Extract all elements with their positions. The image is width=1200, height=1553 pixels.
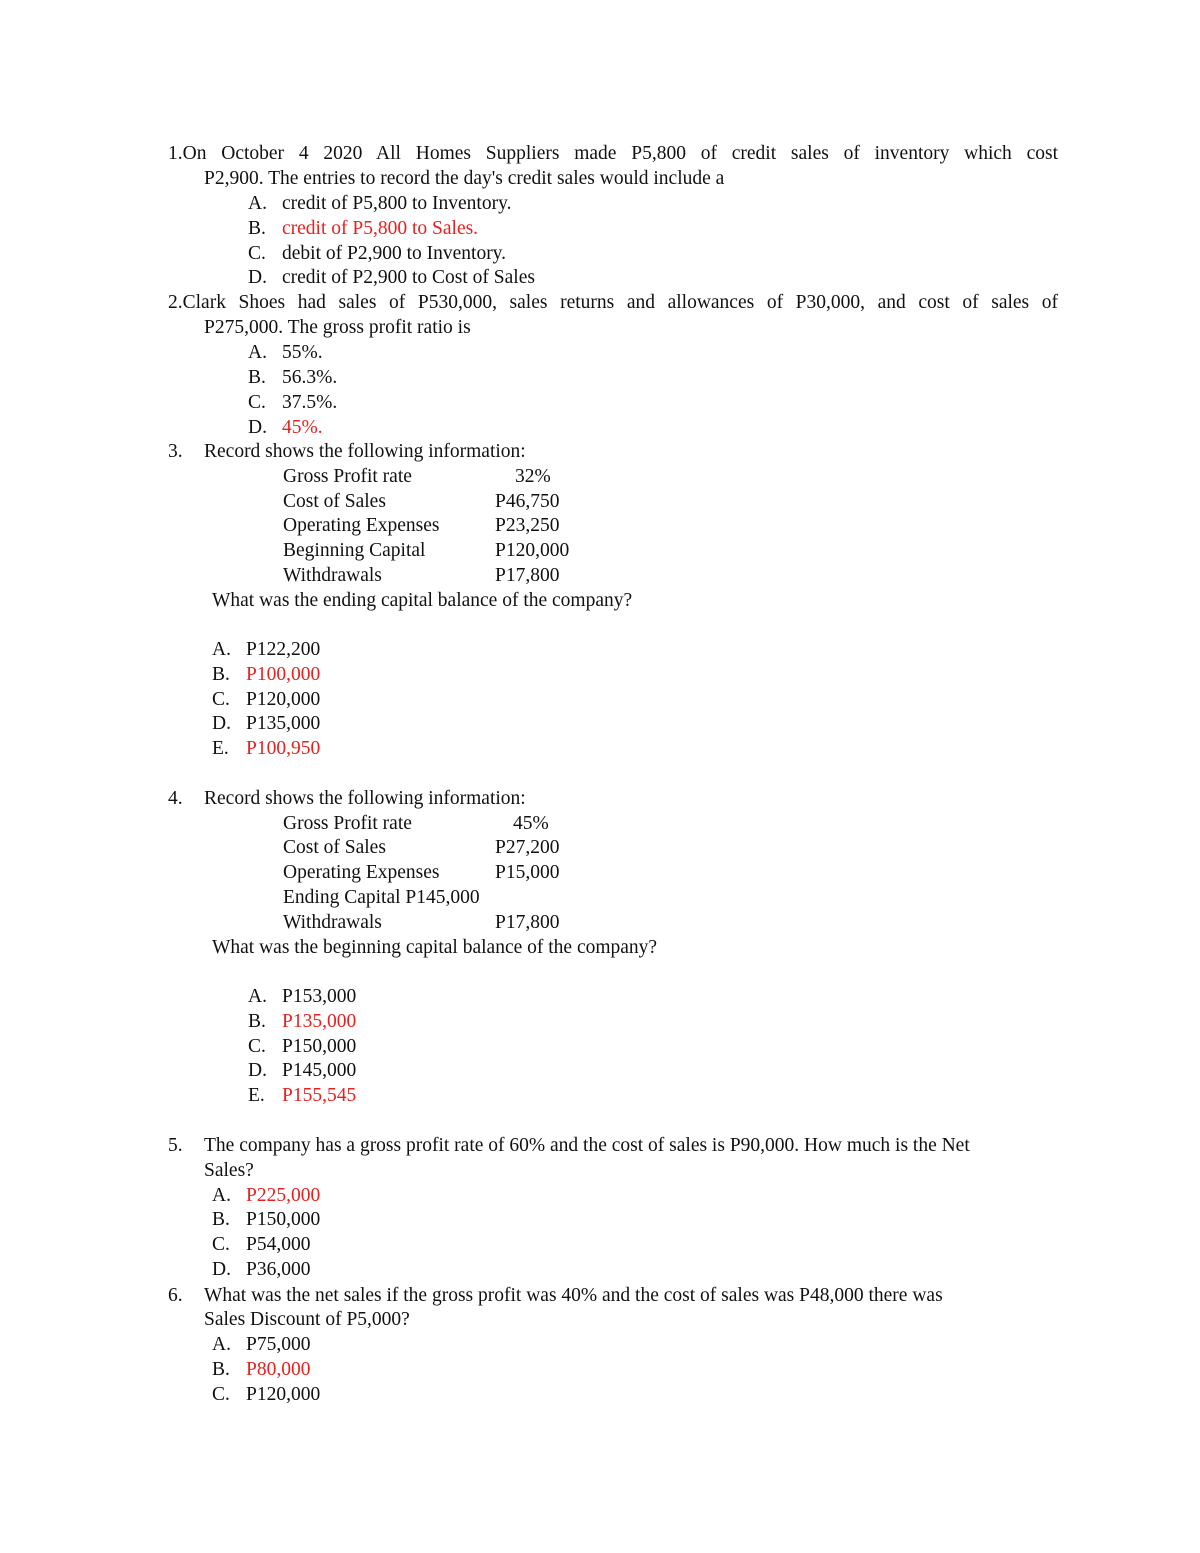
q3-info-row xyxy=(283,514,559,538)
option-letter: D. xyxy=(212,713,231,734)
option-letter: B. xyxy=(248,367,266,388)
option-text: P54,000 xyxy=(246,1234,311,1255)
q1-option-b-answer xyxy=(248,217,478,241)
option-text: P100,000 xyxy=(246,664,321,685)
option-text: P100,950 xyxy=(246,738,321,759)
q5-stem-line1: The company has a gross profit rate of 60% and the cost of sales is P90,000. How much is the Net xyxy=(204,1135,970,1156)
q3-info-row xyxy=(283,490,559,514)
option-text: 45%. xyxy=(282,417,323,438)
q4-option-d xyxy=(248,1059,356,1083)
info-label: Operating Expenses xyxy=(283,515,440,536)
q4-option-c xyxy=(248,1035,356,1059)
q1-option-a xyxy=(248,192,511,216)
q3-info-row xyxy=(283,564,559,588)
q4-ending-capital: Ending Capital P145,000 xyxy=(283,887,480,908)
info-value: P17,800 xyxy=(495,565,560,586)
q4-question: What was the beginning capital balance of the company? xyxy=(212,937,658,958)
q6-stem-line1: What was the net sales if the gross profit was 40% and the cost of sales was P48,000 there was xyxy=(204,1285,943,1306)
option-letter: A. xyxy=(212,639,231,660)
q6-number: 6. xyxy=(168,1285,183,1306)
q4-option-a xyxy=(248,985,356,1009)
q4-intro: Record shows the following information: xyxy=(204,788,526,809)
option-text: P135,000 xyxy=(246,713,321,734)
info-label: Withdrawals xyxy=(283,565,382,586)
option-letter: D. xyxy=(212,1259,231,1280)
option-text: P120,000 xyxy=(246,689,321,710)
q3-option-d xyxy=(212,712,320,736)
q6-option-a xyxy=(212,1333,310,1357)
option-text: P75,000 xyxy=(246,1334,311,1355)
info-value: P46,750 xyxy=(495,491,560,512)
q4-info-row xyxy=(283,812,549,836)
info-label: Gross Profit rate xyxy=(283,466,412,487)
info-label: Cost of Sales xyxy=(283,491,386,512)
option-letter: A. xyxy=(212,1185,231,1206)
q6-option-b-answer xyxy=(212,1358,310,1382)
option-letter: A. xyxy=(248,342,267,363)
info-label: Beginning Capital xyxy=(283,540,426,561)
option-text: P36,000 xyxy=(246,1259,311,1280)
option-text: credit of P5,800 to Inventory. xyxy=(282,193,512,214)
q3-option-e-answer xyxy=(212,737,320,761)
option-letter: B. xyxy=(248,218,266,239)
q5-option-d xyxy=(212,1258,310,1282)
q3-info-row xyxy=(283,465,551,489)
q6-stem-line2: Sales Discount of P5,000? xyxy=(204,1309,410,1330)
q3-question: What was the ending capital balance of the company? xyxy=(212,590,633,611)
info-label: Withdrawals xyxy=(283,912,382,933)
option-text: debit of P2,900 to Inventory. xyxy=(282,243,507,264)
q5-number: 5. xyxy=(168,1135,183,1156)
q1-stem-line1: 1.On October 4 2020 All Homes Suppliers made P5,800 of credit sales of inventory which cost xyxy=(168,143,1058,164)
option-text: P150,000 xyxy=(246,1209,321,1230)
info-value: P120,000 xyxy=(495,540,570,561)
option-letter: C. xyxy=(248,392,266,413)
info-value: P17,800 xyxy=(495,912,560,933)
option-text: P150,000 xyxy=(282,1036,357,1057)
q1-option-c xyxy=(248,242,506,266)
q3-option-c xyxy=(212,688,320,712)
option-letter: C. xyxy=(212,1234,230,1255)
q5-option-a-answer xyxy=(212,1184,320,1208)
option-letter: C. xyxy=(212,1384,230,1405)
option-text: P145,000 xyxy=(282,1060,357,1081)
info-value: P15,000 xyxy=(495,862,560,883)
option-text: P155,545 xyxy=(282,1085,357,1106)
info-value: P27,200 xyxy=(495,837,560,858)
option-letter: E. xyxy=(248,1085,265,1106)
option-letter: B. xyxy=(212,664,230,685)
info-value: 45% xyxy=(513,813,549,834)
option-letter: C. xyxy=(248,243,266,264)
option-letter: D. xyxy=(248,267,267,288)
info-label: Gross Profit rate xyxy=(283,813,412,834)
q1-stem-line2: P2,900. The entries to record the day's credit sales would include a xyxy=(204,168,725,189)
q2-option-c xyxy=(248,391,337,415)
q1-option-d xyxy=(248,266,535,290)
info-value: P23,250 xyxy=(495,515,560,536)
option-letter: E. xyxy=(212,738,229,759)
option-letter: D. xyxy=(248,417,267,438)
q3-info-row xyxy=(283,539,569,563)
option-text: credit of P5,800 to Sales. xyxy=(282,218,479,239)
option-text: 56.3%. xyxy=(282,367,338,388)
info-value: 32% xyxy=(515,466,551,487)
q3-intro: Record shows the following information: xyxy=(204,441,526,462)
q2-stem-line2: P275,000. The gross profit ratio is xyxy=(204,317,471,338)
option-letter: B. xyxy=(212,1359,230,1380)
q4-option-e-answer xyxy=(248,1084,356,1108)
q6-option-c xyxy=(212,1383,320,1407)
option-text: 37.5%. xyxy=(282,392,338,413)
q2-option-b xyxy=(248,366,337,390)
q4-info-row xyxy=(283,836,559,860)
q5-option-c xyxy=(212,1233,310,1257)
option-text: 55%. xyxy=(282,342,323,363)
option-text: P153,000 xyxy=(282,986,357,1007)
info-label: Operating Expenses xyxy=(283,862,440,883)
q3-option-a xyxy=(212,638,320,662)
option-text: P80,000 xyxy=(246,1359,311,1380)
option-letter: A. xyxy=(248,986,267,1007)
q2-option-d-answer xyxy=(248,416,323,440)
q2-stem-line1: 2.Clark Shoes had sales of P530,000, sales returns and allowances of P30,000, and cost of sales of xyxy=(168,292,1058,313)
option-letter: C. xyxy=(248,1036,266,1057)
q4-number: 4. xyxy=(168,788,183,809)
q2-option-a xyxy=(248,341,323,365)
option-letter: D. xyxy=(248,1060,267,1081)
option-text: P225,000 xyxy=(246,1185,321,1206)
option-letter: A. xyxy=(248,193,267,214)
option-letter: B. xyxy=(212,1209,230,1230)
q5-option-b xyxy=(212,1208,320,1232)
option-text: P122,200 xyxy=(246,639,321,660)
q4-info-row xyxy=(283,911,559,935)
option-text: credit of P2,900 to Cost of Sales xyxy=(282,267,535,288)
option-text: P120,000 xyxy=(246,1384,321,1405)
q4-info-row xyxy=(283,861,559,885)
info-label: Cost of Sales xyxy=(283,837,386,858)
option-letter: C. xyxy=(212,689,230,710)
option-letter: A. xyxy=(212,1334,231,1355)
q4-option-b-answer xyxy=(248,1010,356,1034)
q5-stem-line2: Sales? xyxy=(204,1160,254,1181)
q3-option-b-answer xyxy=(212,663,320,687)
option-letter: B. xyxy=(248,1011,266,1032)
q3-number: 3. xyxy=(168,441,183,462)
option-text: P135,000 xyxy=(282,1011,357,1032)
